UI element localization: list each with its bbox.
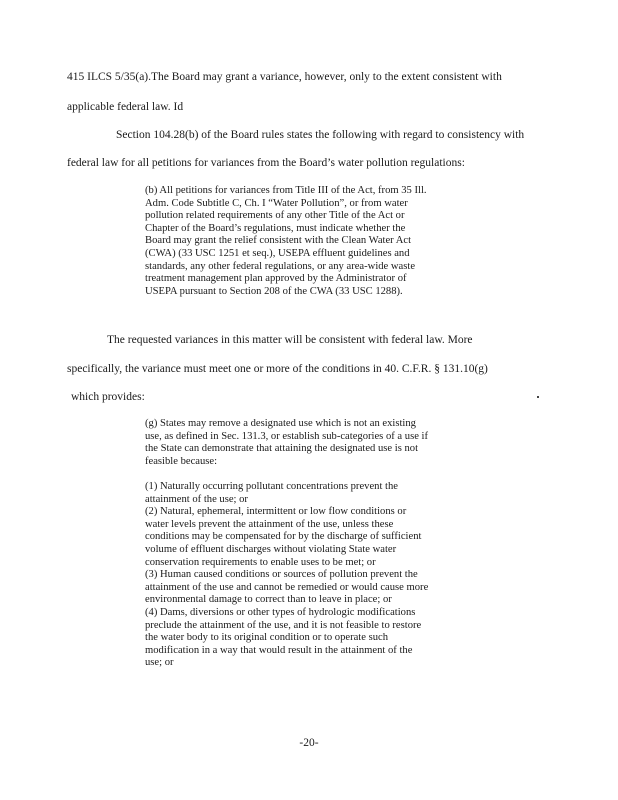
quote-line: (CWA) (33 USC 1251 et seq.), USEPA effluent guidelines and bbox=[145, 247, 410, 259]
paragraph-gap bbox=[145, 468, 505, 481]
quote-line: conditions may be compensated for by the discharge of sufficient bbox=[145, 531, 422, 543]
quote-line: modification in a way that would result in the attainment of the bbox=[145, 644, 413, 656]
body-line: federal law for all petitions for variances from the Board’s water pollution regulations: bbox=[67, 157, 465, 169]
quote-line: Adm. Code Subtitle C, Ch. I “Water Pollution”, or from water bbox=[145, 197, 408, 209]
quote-line: (g) States may remove a designated use which is not an existing bbox=[145, 418, 416, 429]
body-line: Section 104.28(b) of the Board rules states the following with regard to consistency with bbox=[116, 129, 525, 141]
body-line: applicable federal law. Id bbox=[67, 101, 184, 113]
body-line: The requested variances in this matter will be consistent with federal law. More bbox=[107, 334, 473, 346]
quote-line: (2) Natural, ephemeral, intermittent or low flow conditions or bbox=[145, 506, 407, 518]
quote-line: standards, any other federal regulations, or any area-wide waste bbox=[145, 260, 416, 272]
block-quote-section-104-28 bbox=[145, 185, 505, 298]
quote-line: environmental damage to correct than to leave in place; or bbox=[145, 594, 392, 606]
quote-line: use, as defined in Sec. 131.3, or establish sub-categories of a use if bbox=[145, 430, 429, 442]
quote-line: Chapter of the Board’s regulations, must indicate whether the bbox=[145, 222, 406, 234]
quote-line: (3) Human caused conditions or sources of pollution prevent the bbox=[145, 569, 418, 581]
quote-line: conservation requirements to enable uses to be met; or bbox=[145, 556, 376, 568]
quote-line: attainment of the use; or bbox=[145, 493, 248, 505]
quote-line: volume of effluent discharges without violating State water bbox=[145, 543, 397, 555]
quote-line: feasible because: bbox=[145, 455, 218, 467]
quote-line: pollution related requirements of any other Title of the Act or bbox=[145, 210, 405, 222]
block-quote-40-cfr-131-10g bbox=[145, 418, 505, 670]
scan-speck bbox=[537, 396, 539, 398]
quote-line: attainment of the use and cannot be remedied or would cause more bbox=[145, 581, 429, 593]
body-line: which provides: bbox=[71, 391, 145, 403]
quote-line: use; or bbox=[145, 657, 174, 669]
quote-line: USEPA pursuant to Section 208 of the CWA (33 USC 1288). bbox=[145, 285, 403, 297]
quote-line: (1) Naturally occurring pollutant concentrations prevent the bbox=[145, 480, 398, 492]
body-line: 415 ILCS 5/35(a).The Board may grant a variance, however, only to the extent consistent with bbox=[67, 71, 502, 83]
quote-line: (b) All petitions for variances from Title III of the Act, from 35 Ill. bbox=[145, 185, 427, 196]
page-number: -20- bbox=[299, 737, 319, 749]
body-line: specifically, the variance must meet one or more of the conditions in 40. C.F.R. § 131.10(g) bbox=[67, 363, 488, 375]
quote-line: the water body to its original condition or to operate such bbox=[145, 632, 389, 644]
quote-line: the State can demonstrate that attaining the designated use is not bbox=[145, 443, 419, 455]
quote-line: preclude the attainment of the use, and it is not feasible to restore bbox=[145, 619, 422, 631]
quote-line: (4) Dams, diversions or other types of hydrologic modifications bbox=[145, 606, 416, 618]
quote-line: treatment management plan approved by the Administrator of bbox=[145, 273, 407, 285]
quote-line: water levels prevent the attainment of the use, unless these bbox=[145, 518, 394, 530]
quote-line: Board may grant the relief consistent with the Clean Water Act bbox=[145, 235, 412, 247]
